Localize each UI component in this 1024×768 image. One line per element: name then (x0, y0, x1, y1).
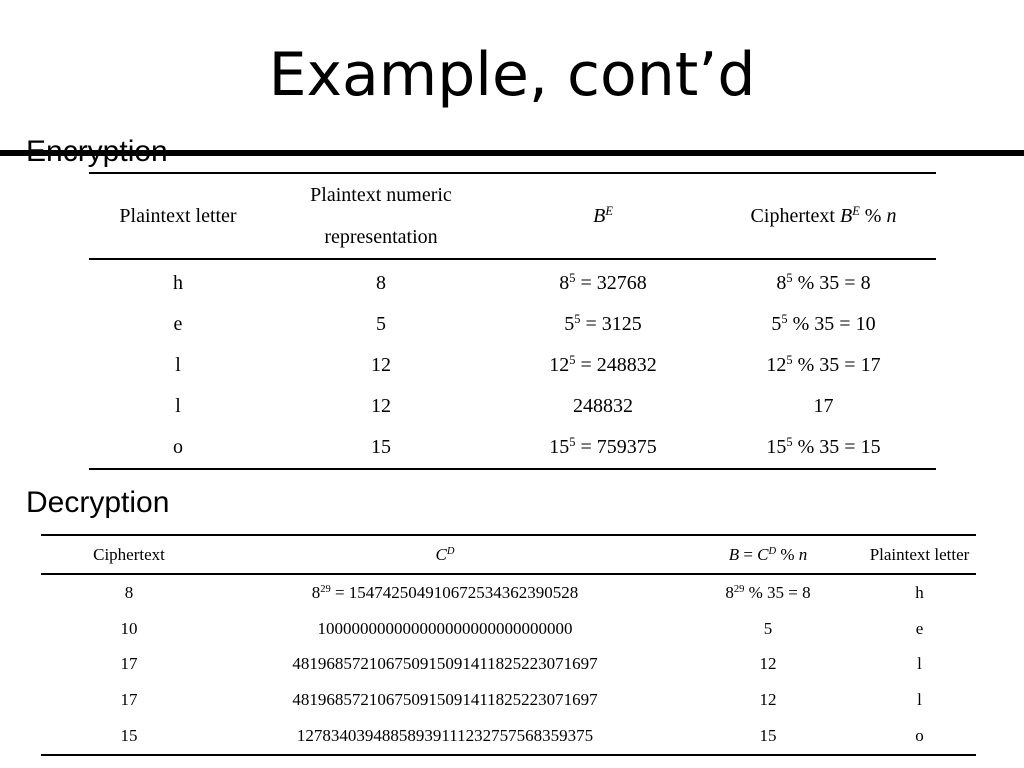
cell-letter: e (173, 313, 183, 335)
cipher-base: 12 (766, 354, 787, 376)
header-power-exp: D (446, 545, 455, 557)
table-row (89, 304, 936, 345)
cipher-base: 5 (771, 313, 782, 335)
header-cipher-base: B (839, 204, 853, 227)
cell-cipher (711, 427, 936, 469)
table-row (41, 718, 976, 755)
header-cipher-mod: % (859, 204, 887, 227)
power-base: 15 (549, 436, 570, 458)
power-base: 8 (559, 272, 570, 294)
cell-power: 12783403948858939111232757568359375 (296, 726, 594, 746)
cell-letter: l (175, 395, 181, 417)
cipher-exp: 5 (786, 353, 793, 368)
table-row (41, 611, 976, 647)
power-exp: 5 (569, 353, 576, 368)
cipher-result: % 35 = 10 (787, 313, 876, 335)
cell-cipher (711, 259, 936, 304)
power-exp: 5 (569, 271, 576, 286)
power-base: 8 (311, 582, 321, 602)
cell-letter: h (915, 582, 924, 602)
header-mod-b: B (728, 544, 740, 564)
mod-result: % 35 = 8 (744, 582, 811, 602)
power-result: = 248832 (575, 354, 657, 376)
header-plaintext-letter: Plaintext letter (119, 204, 237, 227)
header-ciphertext (711, 173, 936, 259)
cell-modulus: 15 (759, 726, 777, 746)
table-row (89, 386, 936, 427)
table-row (89, 259, 936, 304)
cell-power: 100000000000000000000000000000 (317, 618, 573, 638)
cell-cipher: 17 (120, 690, 138, 710)
cipher-result: % 35 = 15 (792, 436, 881, 458)
power-exp: 5 (569, 435, 576, 450)
decryption-heading: Decryption (26, 486, 170, 519)
table-row (89, 427, 936, 469)
slide-title: Example, cont’d (268, 40, 756, 110)
cipher-exp: 5 (781, 312, 788, 327)
header-cipher-prefix: Ciphertext (750, 204, 840, 227)
header-mod-eq: = (739, 544, 758, 564)
header-mod-c: C (757, 544, 769, 564)
cell-cipher: 10 (120, 618, 138, 638)
cell-modulus: 5 (763, 618, 773, 638)
header-mod-mod: % (776, 544, 799, 564)
table-row (41, 647, 976, 683)
cell-power: 481968572106750915091411825223071697 (292, 654, 598, 674)
table-row (89, 345, 936, 386)
cipher-base: 15 (766, 436, 787, 458)
encryption-table (89, 172, 936, 470)
header-modulus (673, 535, 863, 574)
power-result: = 759375 (575, 436, 657, 458)
mod-exp: 29 (733, 584, 745, 596)
cipher-base: 8 (776, 272, 787, 294)
cell-letter: o (173, 436, 183, 458)
power-result: = 154742504910672534362390528 (330, 582, 579, 602)
table-row (41, 574, 976, 611)
cell-modulus: 12 (759, 690, 777, 710)
cell-power: 248832 (573, 395, 633, 417)
cell-letter: o (915, 726, 924, 746)
cell-letter: e (915, 618, 924, 638)
cell-cipher (711, 304, 936, 345)
cell-numeric: 12 (371, 354, 391, 376)
power-base: 5 (564, 313, 575, 335)
encryption-header-row (89, 173, 936, 259)
power-exp: 29 (320, 584, 331, 596)
cell-cipher (711, 345, 936, 386)
cell-power (495, 304, 711, 345)
cell-power (495, 345, 711, 386)
cell-letter: h (173, 272, 183, 294)
cell-numeric: 15 (371, 436, 391, 458)
header-ciphertext: Ciphertext (93, 544, 165, 564)
cipher-exp: 5 (786, 435, 793, 450)
header-mod-exp: D (768, 545, 777, 557)
power-exp: 5 (574, 312, 581, 327)
cell-numeric: 5 (376, 313, 386, 335)
header-power (217, 535, 673, 574)
header-numeric-line2: representation (324, 226, 438, 248)
cipher-result: % 35 = 8 (792, 272, 871, 294)
cell-power (495, 259, 711, 304)
power-result: = 32768 (575, 272, 647, 294)
cell-letter: l (917, 690, 922, 710)
power-result: = 3125 (580, 313, 642, 335)
table-row (41, 682, 976, 718)
cell-cipher: 17 (120, 654, 138, 674)
header-power-exp: E (605, 203, 613, 218)
decryption-table (41, 534, 976, 756)
header-cipher-n: n (886, 204, 897, 227)
header-plaintext-letter: Plaintext letter (869, 544, 970, 564)
cell-modulus: 12 (759, 654, 777, 674)
cell-letter: l (175, 354, 181, 376)
header-power-base: B (593, 204, 606, 227)
cell-letter: l (917, 654, 922, 674)
cell-numeric: 8 (376, 272, 386, 294)
cell-power: 481968572106750915091411825223071697 (292, 690, 598, 710)
header-plaintext-numeric (267, 173, 495, 259)
cipher-exp: 5 (786, 271, 793, 286)
header-power-base: C (435, 544, 447, 564)
mod-base: 8 (725, 582, 734, 602)
cipher-result: % 35 = 17 (792, 354, 881, 376)
cell-cipher: 15 (120, 726, 138, 746)
decryption-header-row (41, 535, 976, 574)
cell-numeric: 12 (371, 395, 391, 417)
cell-cipher: 17 (813, 395, 834, 417)
cell-power (217, 574, 673, 611)
header-mod-n: n (798, 544, 808, 564)
header-power (495, 173, 711, 259)
encryption-heading: Encryption (26, 135, 168, 168)
cell-cipher: 8 (124, 582, 134, 602)
cell-power (495, 427, 711, 469)
power-base: 12 (549, 354, 570, 376)
header-numeric-line1: Plaintext numeric (310, 184, 452, 206)
cell-modulus (673, 574, 863, 611)
header-cipher-exp: E (852, 203, 860, 218)
